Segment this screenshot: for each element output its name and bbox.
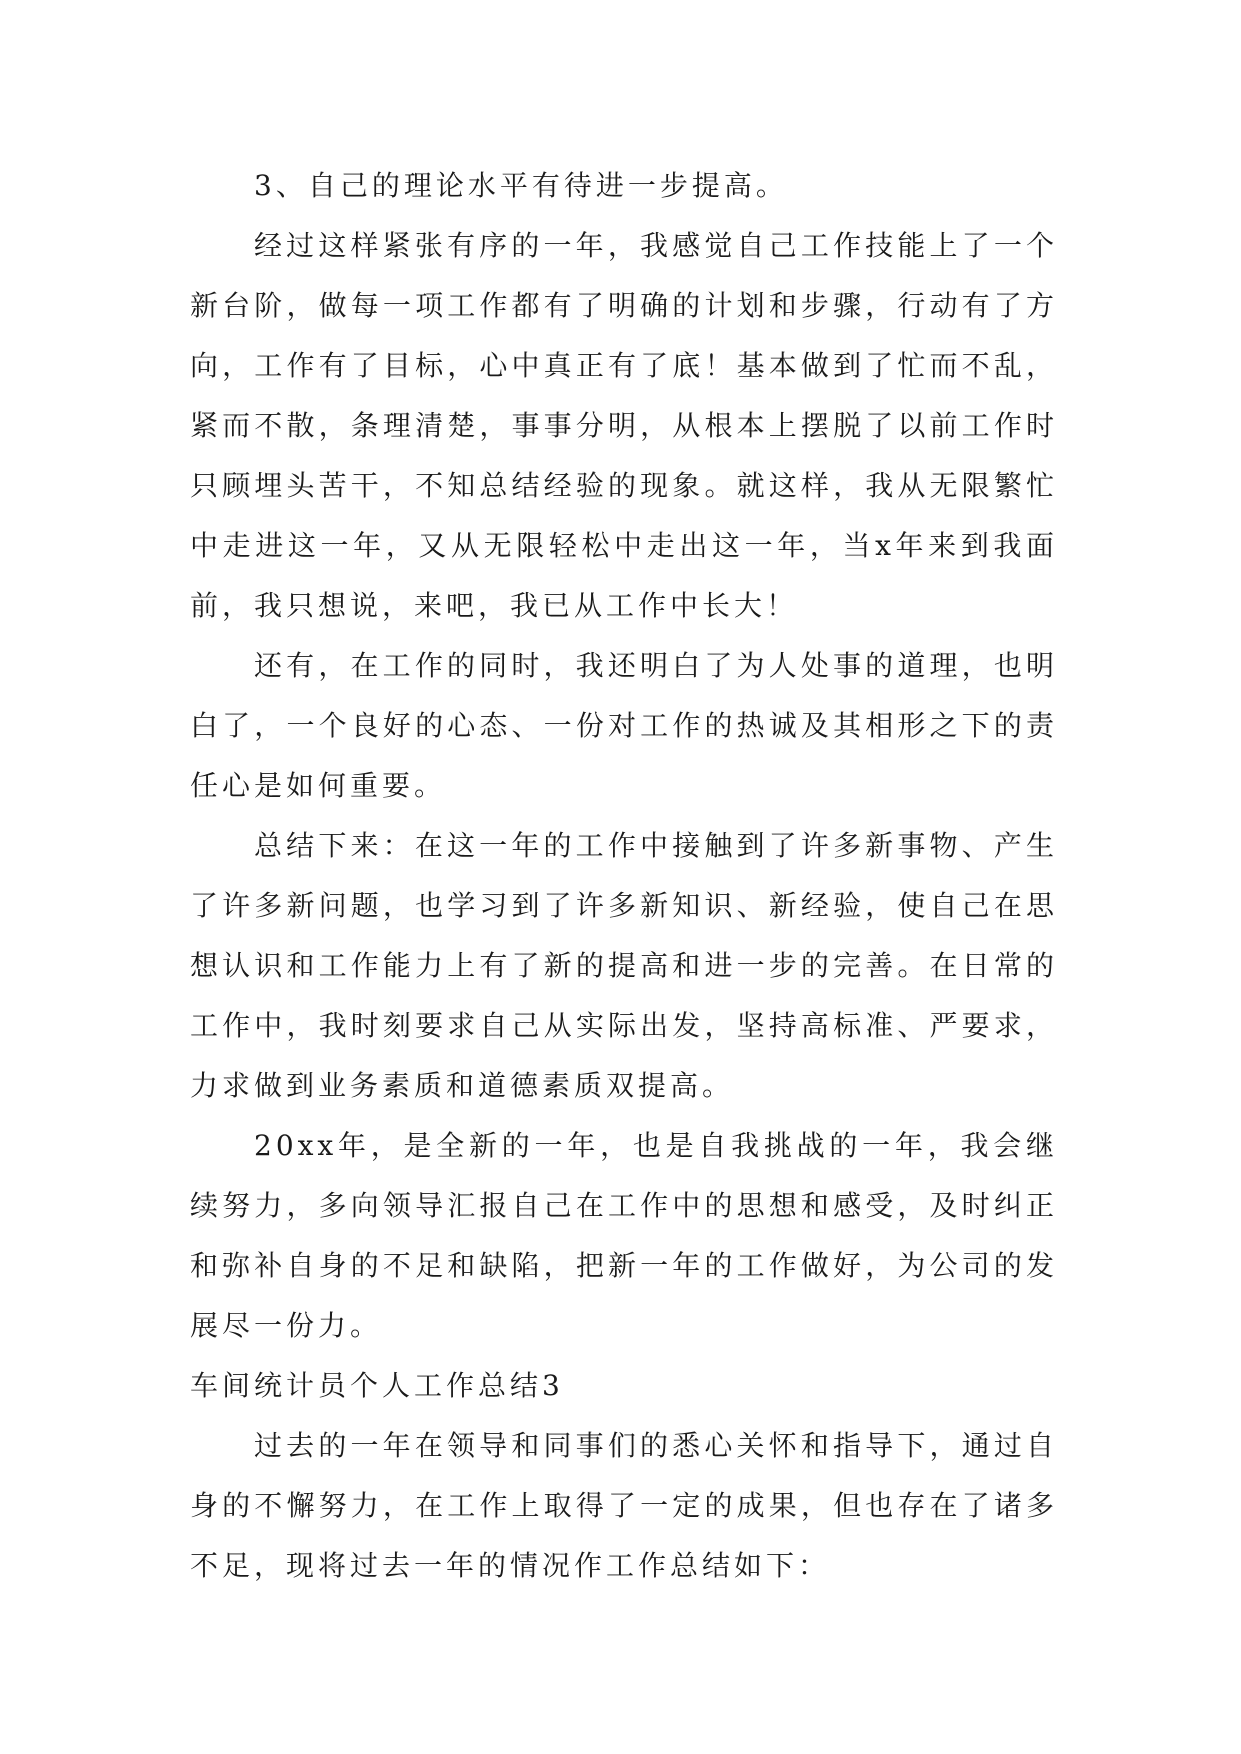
paragraph-section-intro: 过去的一年在领导和同事们的悉心关怀和指导下，通过自身的不懈努力，在工作上取得了一定的成果，但也存在了诸多不足，现将过去一年的情况作工作总结如下： bbox=[190, 1429, 1058, 1582]
paragraph-point-3: 3、自己的理论水平有待进一步提高。 bbox=[254, 169, 788, 202]
paragraph-year-reflection: 经过这样紧张有序的一年，我感觉自己工作技能上了一个新台阶，做每一项工作都有了明确的计划和步骤，行动有了方向，工作有了目标，心中真正有了底！基本做到了忙而不乱，紧而不散，条理清楚，事事分明，从根本上摆脱了以前工作时只顾埋头苦干，不知总结经验的现象。就这样，我从无限繁忙中走进这一年，又从无限轻松中走出这一年，当x年来到我面前，我只想说，来吧，我已从工作中长大！ bbox=[190, 229, 1058, 622]
document-body bbox=[190, 156, 1058, 1596]
section-heading: 车间统计员个人工作总结3 bbox=[190, 1369, 564, 1402]
paragraph-new-year-plan: 20xx年，是全新的一年，也是自我挑战的一年，我会继续努力，多向领导汇报自己在工作中的思想和感受，及时纠正和弥补自身的不足和缺陷，把新一年的工作做好，为公司的发展尽一份力。 bbox=[190, 1129, 1058, 1342]
paragraph-summary: 总结下来：在这一年的工作中接触到了许多新事物、产生了许多新问题，也学习到了许多新知识、新经验，使自己在思想认识和工作能力上有了新的提高和进一步的完善。在日常的工作中，我时刻要求自己从实际出发，坚持高标准、严要求，力求做到业务素质和道德素质双提高。 bbox=[190, 829, 1058, 1102]
paragraph-life-lessons: 还有，在工作的同时，我还明白了为人处事的道理，也明白了，一个良好的心态、一份对工作的热诚及其相形之下的责任心是如何重要。 bbox=[190, 649, 1058, 802]
